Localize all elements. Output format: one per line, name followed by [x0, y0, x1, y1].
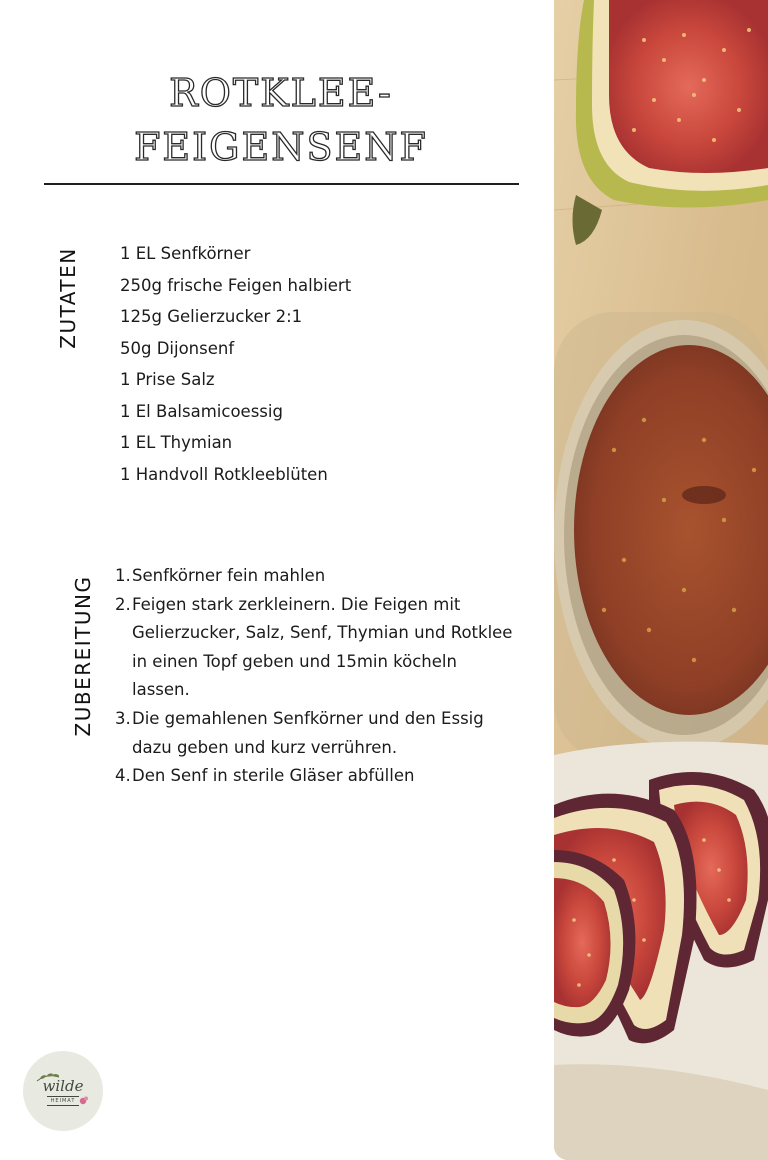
step-text: Feigen stark zerkleinern. Die Feigen mit Gelierzucker, Salz, Senf, Thymian und Rotklee in einen Topf geben und 15min köcheln lassen.	[132, 594, 513, 700]
ingredient-item: 1 Handvoll Rotkleeblüten	[120, 464, 328, 484]
recipe-title-line-1: ROTKLEE-	[169, 71, 393, 115]
step-number: 3.	[115, 708, 131, 728]
ingredients-heading: ZUTATEN	[56, 247, 80, 349]
step-text: Senfkörner fein mahlen	[132, 566, 326, 585]
ingredient-item: 1 Prise Salz	[120, 370, 215, 389]
step-item	[115, 591, 515, 705]
step-number: 2.	[115, 594, 131, 614]
step-item	[115, 705, 515, 762]
leaf-sprig-icon	[23, 1051, 103, 1131]
step-number: 1.	[115, 566, 131, 585]
title-divider	[44, 183, 519, 185]
ingredients-list	[120, 238, 351, 490]
steps-heading: ZUBEREITUNG	[71, 575, 95, 737]
fig-mustard-image	[554, 0, 768, 1160]
ingredient-item: 50g Dijonsenf	[120, 338, 235, 358]
ingredient-item: 1 El Balsamicoessig	[120, 401, 283, 421]
food-photo	[554, 0, 768, 1160]
steps-list	[115, 562, 515, 791]
step-text: Die gemahlenen Senfkörner und den Essig dazu geben und kurz verrühren.	[132, 708, 484, 757]
recipe-title-line-2: FEIGENSENF	[134, 125, 428, 169]
step-item	[115, 762, 515, 791]
step-text: Den Senf in sterile Gläser abfüllen	[132, 766, 415, 786]
ingredient-item: 1 EL Thymian	[120, 433, 233, 452]
brand-logo	[23, 1051, 103, 1131]
ingredient-item: 125g Gelierzucker 2:1	[120, 307, 303, 326]
step-number: 4.	[115, 766, 131, 786]
ingredient-item: 250g frische Feigen halbiert	[120, 275, 352, 295]
logo-script-text: wilde	[42, 1077, 84, 1095]
step-item	[115, 562, 515, 591]
recipe-title	[44, 66, 518, 174]
ingredient-item: 1 EL Senfkörner	[120, 244, 251, 263]
logo-small-text: HEIMAT	[47, 1096, 80, 1106]
